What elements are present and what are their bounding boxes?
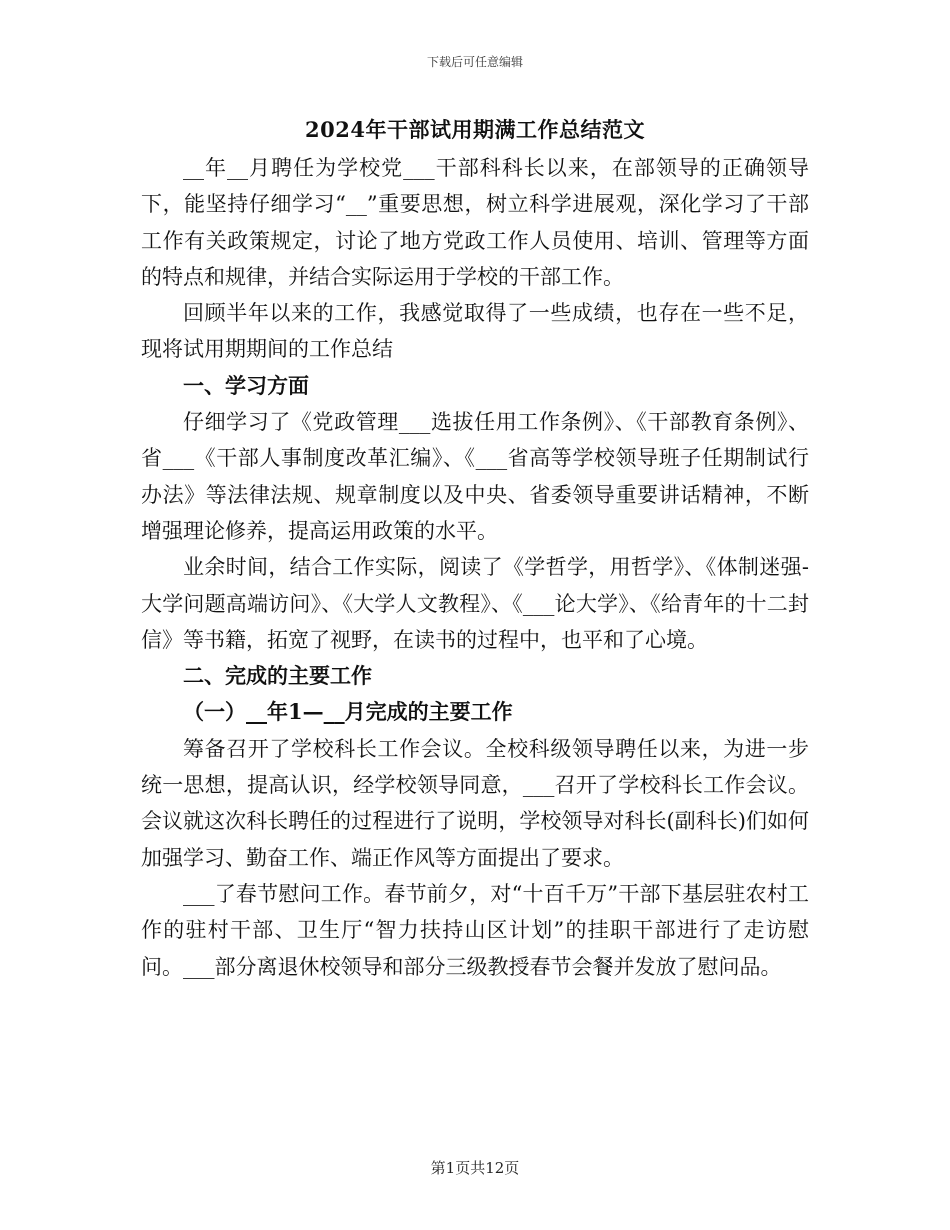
document-body xyxy=(141,150,809,985)
document-title: 2024年干部试用期满工作总结范文 xyxy=(305,117,645,142)
section-heading: 二、完成的主要工作 xyxy=(183,663,372,689)
page-footer: 第1页共12页 xyxy=(430,1159,520,1177)
paragraph: __年__月聘任为学校党___干部科科长以来，在部领导的正确领导下，能坚持仔细学习“__”重要思想，树立科学进展观，深化学习了干部工作有关政策规定，讨论了地方党政工作人员使用、培训、管理等方面的特点和规律，并结合实际运用于学校的干部工作。 xyxy=(141,156,809,289)
paragraph: 业余时间，结合工作实际，阅读了《学哲学，用哲学》、《体制迷强-大学问题高端访问》、《大学人文教程》、《___论大学》、《给青年的十二封信》等书籍，拓宽了视野，在读书的过程中，也平和了心境。 xyxy=(141,555,809,652)
paragraph: ___了春节慰问工作。春节前夕，对“十百千万”干部下基层驻农村工作的驻村干部、卫生厅“智力扶持山区计划”的挂职干部进行了走访慰问。___部分离退休校领导和部分三级教授春节会餐并发放了慰问品。 xyxy=(141,881,809,979)
subsection-heading: （一）__年1—__月完成的主要工作 xyxy=(183,699,513,725)
paragraph: 筹备召开了学校科长工作会议。全校科级领导聘任以来，为进一步统一思想，提高认识，经学校领导同意，___召开了学校科长工作会议。会议就这次科长聘任的过程进行了说明，学校领导对科长(副科长)们如何加强学习、勤奋工作、端正作风等方面提出了要求。 xyxy=(141,736,809,870)
paragraph: 仔细学习了《党政管理___选拔任用工作条例》、《干部教育条例》、省___《干部人事制度改革汇编》、《___省高等学校领导班子任期制试行办法》等法律法规、规章制度以及中央、省委领导重要讲话精神，不断增强理论修养，提高运用政策的水平。 xyxy=(141,410,809,543)
paragraph: 回顾半年以来的工作，我感觉取得了一些成绩，也存在一些不足，现将试用期期间的工作总结 xyxy=(141,301,809,362)
header-note: 下载后可任意编辑 xyxy=(426,55,523,69)
section-heading: 一、学习方面 xyxy=(183,372,309,398)
